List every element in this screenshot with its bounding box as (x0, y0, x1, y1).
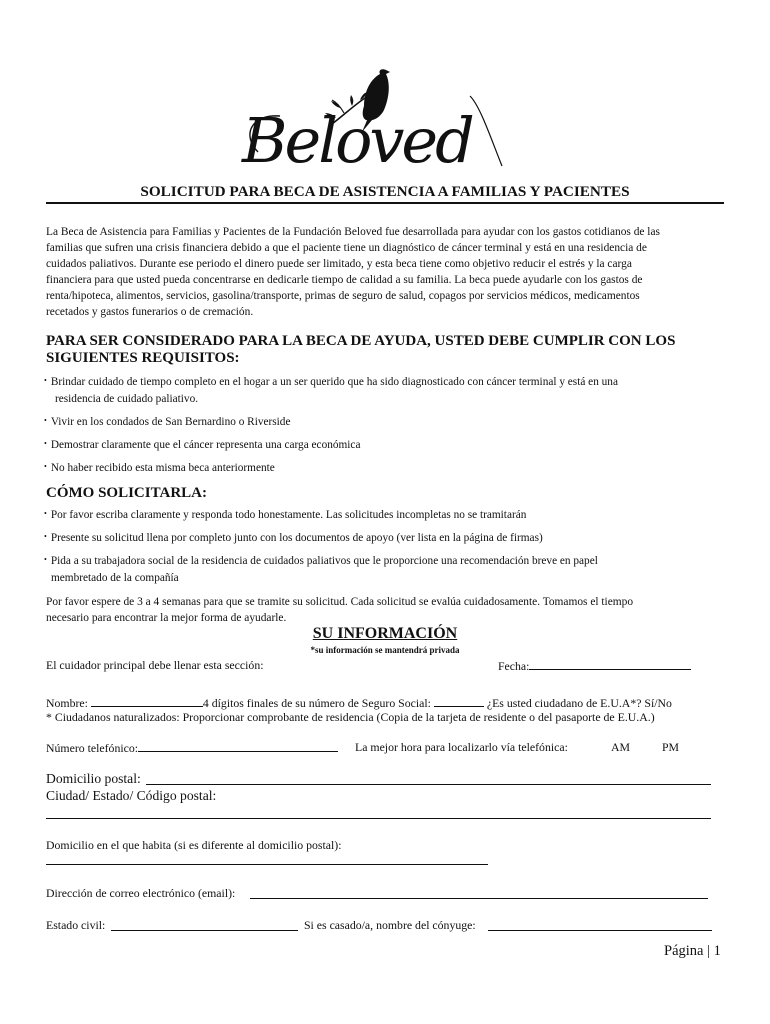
page-number: Página | 1 (664, 943, 721, 959)
name-ssn-row (46, 695, 672, 711)
list-item: • Presente su solicitud llena por completo junto con los documentos de apoyo (ver lista en la página de firmas) (44, 532, 543, 544)
naturalized-note: * Ciudadanos naturalizados: Proporcionar comprobante de residencia (Copia de la tarjeta de residente o del pasaporte de E.U.A.) (46, 710, 655, 724)
city-field[interactable] (46, 818, 711, 819)
list-item: • Demostrar claramente que el cáncer representa una carga económica (44, 439, 361, 451)
beloved-logo (240, 66, 530, 180)
email-field[interactable] (250, 898, 708, 899)
email-row (46, 886, 235, 901)
info-heading: SU INFORMACIÓN (312, 625, 458, 642)
intro-paragraph: La Beca de Asistencia para Familias y Pacientes de la Fundación Beloved fue desarrollada para ayudar con los gastos cotidianos de las familias que sufren una crisis financiera debido a que el paciente tiene un diagnóstico de cáncer terminal y está en una residencia de cuidados paliativos. Durante ese periodo el dinero puede ser limitado, y esta beca tiene como objetivo reducir el estrés y la carga financiera para que usted pueda concentrarse en dedicarle tiempo de calidad a su familia. La beca puede ayudarle con los gastos de renta/hipoteca, alimentos, servicios, gasolina/transporte, primas de seguro de salud, copagos por servicios médicos, medicamentos recetados y gastos funerarios o de cremación. (46, 226, 660, 319)
name-label: Nombre: (46, 696, 88, 710)
phone-label: Número telefónico: (46, 741, 139, 755)
ssn-label: 4 dígitos finales de su número de Seguro Social: (202, 696, 431, 710)
privacy-note: *su información se mantendrá privada (310, 645, 460, 655)
mailing-row (46, 771, 141, 787)
logo-wordmark: Beloved (242, 104, 472, 177)
list-item: • Pida a su trabajadora social de la residencia de cuidados paliativos que le proporcione una recomendación breve en papel (44, 555, 598, 567)
date-label: Fecha: (498, 659, 530, 673)
list-item: residencia de cuidado paliativo. (55, 393, 199, 405)
date-field[interactable] (498, 658, 691, 674)
marital-field[interactable] (111, 930, 298, 931)
spouse-field[interactable] (488, 930, 712, 931)
list-item: • Por favor escriba claramente y responda todo honestamente. Las solicitudes incompletas no se tramitarán (44, 509, 527, 521)
wait-note: Por favor espere de 3 a 4 semanas para que se tramite su solicitud. Cada solicitud se evalúa cuidadosamente. Tomamos el tiempo necesario para encontrar la mejor forma de ayudarle. (46, 596, 634, 625)
phone-row (46, 740, 338, 756)
residence-label: Domicilio en el que habita (si es diferente al domicilio postal): (46, 838, 342, 852)
pm-option[interactable]: PM (662, 740, 680, 754)
am-option[interactable]: AM (611, 740, 631, 754)
list-item: • No haber recibido esta misma beca anteriormente (44, 462, 275, 474)
email-label: Dirección de correo electrónico (email): (46, 886, 236, 900)
marital-row (46, 918, 105, 933)
mailing-field[interactable] (146, 784, 711, 785)
list-item: • Brindar cuidado de tiempo completo en el hogar a un ser querido que ha sido diagnosticado con cáncer terminal y está en una (44, 376, 618, 388)
best-time-label: La mejor hora para localizarlo vía telefónica: (355, 740, 568, 754)
list-item: • Vivir en los condados de San Bernardino o Riverside (44, 416, 291, 428)
name-field[interactable] (91, 695, 203, 707)
requirements-list (44, 372, 618, 477)
caregiver-instruction: El cuidador principal debe llenar esta sección: (46, 658, 264, 672)
ssn-field[interactable] (434, 695, 484, 707)
phone-field[interactable] (138, 740, 338, 752)
how-heading: CÓMO SOLICITARLA: (46, 485, 207, 501)
citizen-question[interactable]: ¿Es usted ciudadano de E.U.A*? Sí/No (486, 696, 672, 710)
title-rule (46, 202, 724, 204)
list-item: membretado de la compañía (51, 572, 179, 584)
city-label: Ciudad/ Estado/ Código postal: (46, 788, 217, 803)
mailing-label: Domicilio postal: (46, 771, 141, 786)
how-list (44, 505, 598, 587)
residence-field[interactable] (46, 864, 488, 865)
spouse-label: Si es casado/a, nombre del cónyuge: (304, 918, 476, 932)
form-title: SOLICITUD PARA BECA DE ASISTENCIA A FAMILIAS Y PACIENTES (140, 183, 630, 200)
requirements-heading: PARA SER CONSIDERADO PARA LA BECA DE AYUDA, USTED DEBE CUMPLIR CON LOS SIGUIENTES REQUISITOS: (46, 333, 676, 366)
marital-label: Estado civil: (46, 918, 106, 932)
